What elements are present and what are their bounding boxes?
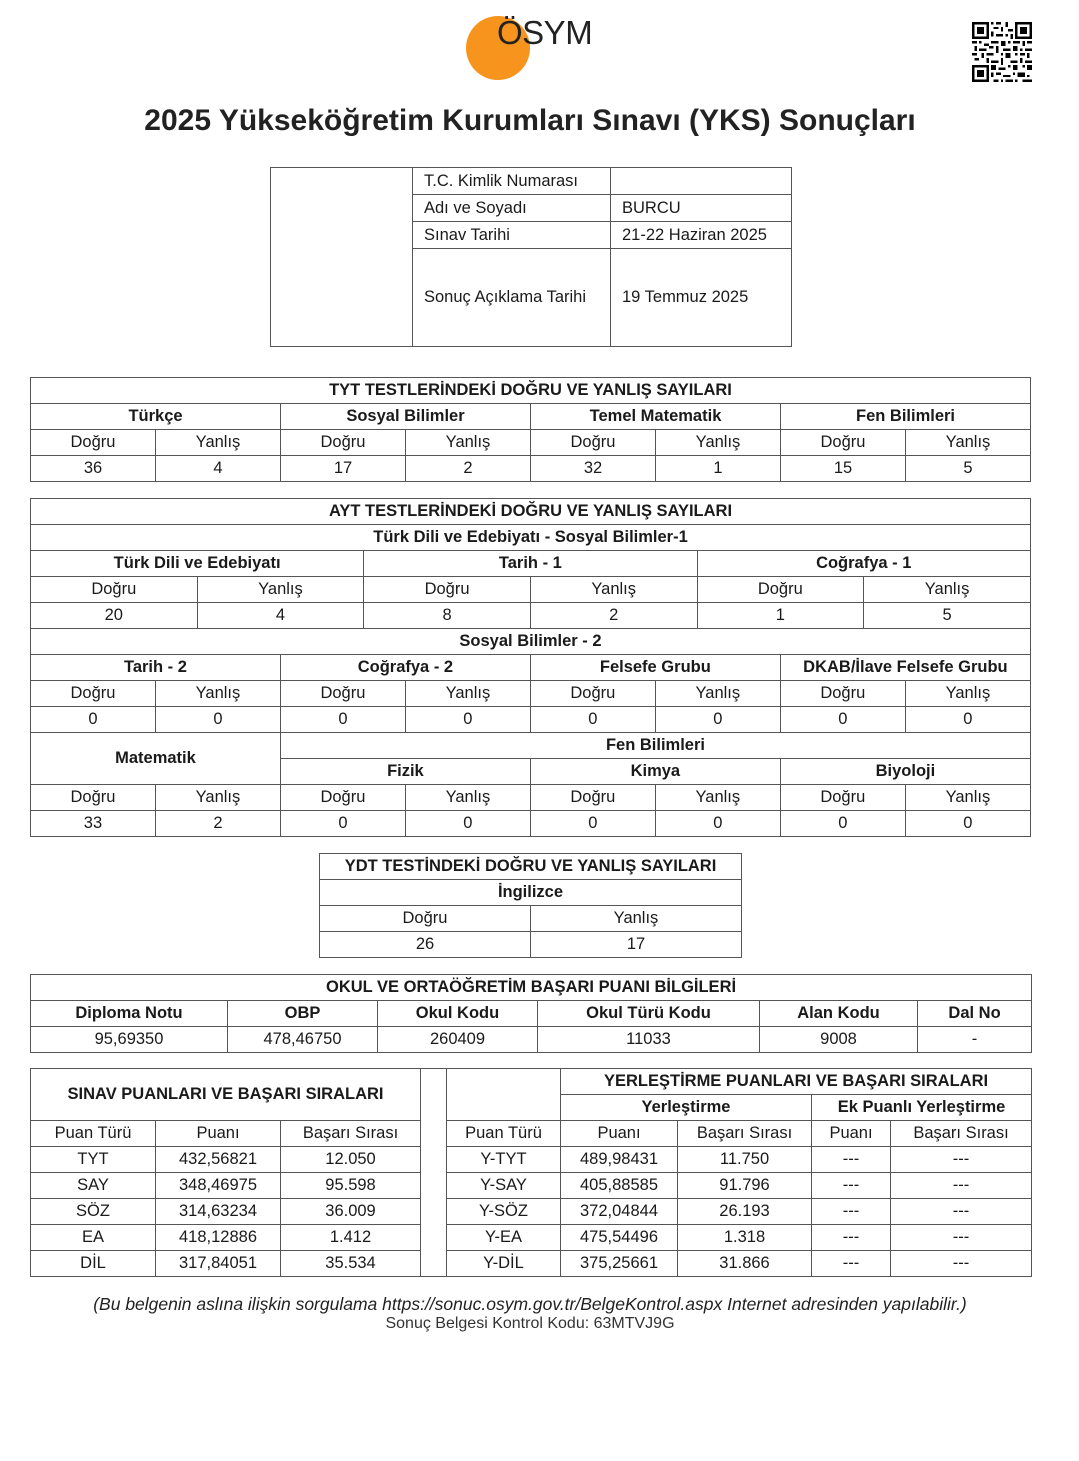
yanlis-value: 2 <box>155 811 280 837</box>
school-info-table <box>30 974 1032 1053</box>
y-puan: 475,54496 <box>561 1225 678 1251</box>
dogru-value: 1 <box>697 603 864 629</box>
yanlis-header: Yanlış <box>905 681 1030 707</box>
dogru-header: Doğru <box>280 681 405 707</box>
empty-corner <box>447 1069 561 1121</box>
info-value: 19 Temmuz 2025 <box>611 249 792 347</box>
col-header: Puanı <box>812 1121 891 1147</box>
dogru-header: Doğru <box>31 430 156 456</box>
yanlis-header: Yanlış <box>197 577 364 603</box>
dogru-header: Doğru <box>31 681 156 707</box>
ek-puan: --- <box>812 1225 891 1251</box>
yerlestirme-subheader: Yerleştirme <box>561 1095 812 1121</box>
dogru-value: 0 <box>280 811 405 837</box>
puan-turu: SÖZ <box>31 1199 156 1225</box>
score-row <box>31 1225 1032 1251</box>
dogru-value: 0 <box>780 811 905 837</box>
score-row <box>31 1199 1032 1225</box>
school-col-header: Diploma Notu <box>31 1001 228 1027</box>
yanlis-value: 4 <box>156 456 281 482</box>
score-row <box>31 1147 1032 1173</box>
school-col-header: Alan Kodu <box>760 1001 918 1027</box>
ek-puan: --- <box>812 1147 891 1173</box>
y-basari-sirasi: 91.796 <box>678 1173 812 1199</box>
info-value: 21-22 Haziran 2025 <box>611 222 792 249</box>
subject-name: Sosyal Bilimler <box>281 404 531 430</box>
puan-turu: EA <box>31 1225 156 1251</box>
subject-name: Coğrafya - 1 <box>697 551 1031 577</box>
subject-name: Türk Dili ve Edebiyatı <box>31 551 364 577</box>
y-puan: 372,04844 <box>561 1199 678 1225</box>
puan: 418,12886 <box>156 1225 281 1251</box>
puan: 348,46975 <box>156 1173 281 1199</box>
yanlis-value: 0 <box>155 707 280 733</box>
yanlis-value: 0 <box>405 811 530 837</box>
puan-turu: TYT <box>31 1147 156 1173</box>
dogru-value: 36 <box>31 456 156 482</box>
ayt-results-table <box>30 498 1031 837</box>
dogru-header: Doğru <box>31 577 198 603</box>
dogru-header: Doğru <box>530 681 655 707</box>
dogru-value: 0 <box>530 707 655 733</box>
tyt-title: TYT TESTLERİNDEKİ DOĞRU VE YANLIŞ SAYILARI <box>31 378 1031 404</box>
col-header: Başarı Sırası <box>891 1121 1032 1147</box>
dogru-header: Doğru <box>780 681 905 707</box>
subject-name: DKAB/İlave Felsefe Grubu <box>780 655 1030 681</box>
sinav-scores-title: SINAV PUANLARI VE BAŞARI SIRALARI <box>31 1069 421 1121</box>
basari-sirasi: 12.050 <box>281 1147 421 1173</box>
ayt-group2-title: Sosyal Bilimler - 2 <box>31 629 1031 655</box>
subject-name: Türkçe <box>31 404 281 430</box>
dogru-value: 17 <box>281 456 406 482</box>
yanlis-header: Yanlış <box>405 785 530 811</box>
yanlis-header: Yanlış <box>405 681 530 707</box>
dogru-header: Doğru <box>697 577 864 603</box>
control-code: Sonuç Belgesi Kontrol Kodu: 63MTVJ9G <box>385 1315 675 1332</box>
school-col-header: Okul Kodu <box>378 1001 538 1027</box>
info-value: BURCU <box>611 195 792 222</box>
dogru-value: 32 <box>531 456 656 482</box>
ek-basari-sirasi: --- <box>891 1173 1032 1199</box>
yanlis-value: 17 <box>531 932 742 958</box>
table-gap <box>421 1069 447 1277</box>
yanlis-value: 0 <box>905 707 1030 733</box>
info-value <box>611 168 792 195</box>
school-value: 478,46750 <box>228 1027 378 1053</box>
yerlestirme-scores-title: YERLEŞTİRME PUANLARI VE BAŞARI SIRALARI <box>561 1069 1032 1095</box>
col-header: Puan Türü <box>31 1121 156 1147</box>
yanlis-value: 2 <box>530 603 697 629</box>
page-title: 2025 Yükseköğretim Kurumları Sınavı (YKS) Sonuçları <box>144 104 916 137</box>
school-value: - <box>918 1027 1032 1053</box>
ek-basari-sirasi: --- <box>891 1199 1032 1225</box>
yanlis-header: Yanlış <box>531 906 742 932</box>
basari-sirasi: 36.009 <box>281 1199 421 1225</box>
school-value: 95,69350 <box>31 1027 228 1053</box>
ek-basari-sirasi: --- <box>891 1225 1032 1251</box>
dogru-header: Doğru <box>530 785 655 811</box>
yanlis-value: 2 <box>406 456 531 482</box>
puan-turu: SAY <box>31 1173 156 1199</box>
ayt-title: AYT TESTLERİNDEKİ DOĞRU VE YANLIŞ SAYILARI <box>31 499 1031 525</box>
y-basari-sirasi: 1.318 <box>678 1225 812 1251</box>
score-row <box>31 1251 1032 1277</box>
yanlis-header: Yanlış <box>156 430 281 456</box>
subject-name: Tarih - 1 <box>364 551 697 577</box>
subject-name: Tarih - 2 <box>31 655 281 681</box>
dogru-value: 20 <box>31 603 198 629</box>
ek-puan: --- <box>812 1173 891 1199</box>
ek-basari-sirasi: --- <box>891 1251 1032 1277</box>
y-puan-turu: Y-SÖZ <box>447 1199 561 1225</box>
dogru-header: Doğru <box>31 785 156 811</box>
school-value: 9008 <box>760 1027 918 1053</box>
yanlis-value: 5 <box>864 603 1031 629</box>
puan: 314,63234 <box>156 1199 281 1225</box>
dogru-value: 8 <box>364 603 531 629</box>
yanlis-value: 0 <box>405 707 530 733</box>
school-col-header: Okul Türü Kodu <box>538 1001 760 1027</box>
yanlis-value: 0 <box>655 707 780 733</box>
dogru-header: Doğru <box>320 906 531 932</box>
y-puan: 375,25661 <box>561 1251 678 1277</box>
school-col-header: Dal No <box>918 1001 1032 1027</box>
yanlis-header: Yanlış <box>155 785 280 811</box>
ydt-results-table <box>319 853 742 958</box>
yanlis-header: Yanlış <box>905 785 1030 811</box>
subject-name: Biyoloji <box>780 759 1030 785</box>
yanlis-header: Yanlış <box>656 430 781 456</box>
verification-note: (Bu belgenin aslına ilişkin sorgulama https://sonuc.osym.gov.tr/BelgeKontrol.aspx Internet adresinden yapılabilir.) <box>93 1294 967 1314</box>
yanlis-value: 4 <box>197 603 364 629</box>
ek-basari-sirasi: --- <box>891 1147 1032 1173</box>
dogru-value: 0 <box>31 707 156 733</box>
puan: 432,56821 <box>156 1147 281 1173</box>
qr-code-icon <box>972 22 1032 82</box>
logo-text: ÖSYM <box>497 14 593 51</box>
subject-name: Matematik <box>31 733 281 785</box>
y-puan-turu: Y-DİL <box>447 1251 561 1277</box>
dogru-value: 33 <box>31 811 156 837</box>
col-header: Puanı <box>156 1121 281 1147</box>
col-header: Puanı <box>561 1121 678 1147</box>
basari-sirasi: 1.412 <box>281 1225 421 1251</box>
osym-logo <box>464 8 604 78</box>
info-label: Sınav Tarihi <box>413 222 611 249</box>
subject-name: Temel Matematik <box>531 404 781 430</box>
subject-name: Kimya <box>530 759 780 785</box>
yanlis-header: Yanlış <box>906 430 1031 456</box>
school-value: 11033 <box>538 1027 760 1053</box>
y-puan-turu: Y-EA <box>447 1225 561 1251</box>
y-puan-turu: Y-SAY <box>447 1173 561 1199</box>
yanlis-header: Yanlış <box>155 681 280 707</box>
yanlis-header: Yanlış <box>655 785 780 811</box>
y-basari-sirasi: 11.750 <box>678 1147 812 1173</box>
yanlis-header: Yanlış <box>530 577 697 603</box>
y-basari-sirasi: 31.866 <box>678 1251 812 1277</box>
y-basari-sirasi: 26.193 <box>678 1199 812 1225</box>
dogru-header: Doğru <box>364 577 531 603</box>
col-header: Puan Türü <box>447 1121 561 1147</box>
yanlis-header: Yanlış <box>406 430 531 456</box>
subject-name: Felsefe Grubu <box>530 655 780 681</box>
yanlis-header: Yanlış <box>864 577 1031 603</box>
school-value: 260409 <box>378 1027 538 1053</box>
candidate-info-table <box>270 167 792 347</box>
school-info-title: OKUL VE ORTAÖĞRETİM BAŞARI PUANI BİLGİLERİ <box>31 975 1032 1001</box>
puan-turu: DİL <box>31 1251 156 1277</box>
basari-sirasi: 95.598 <box>281 1173 421 1199</box>
dogru-value: 0 <box>530 811 655 837</box>
ek-puan: --- <box>812 1251 891 1277</box>
scores-table <box>30 1068 1032 1277</box>
yanlis-value: 0 <box>655 811 780 837</box>
yanlis-value: 5 <box>906 456 1031 482</box>
school-col-header: OBP <box>228 1001 378 1027</box>
ydt-title: YDT TESTİNDEKİ DOĞRU VE YANLIŞ SAYILARI <box>320 854 742 880</box>
basari-sirasi: 35.534 <box>281 1251 421 1277</box>
puan: 317,84051 <box>156 1251 281 1277</box>
dogru-value: 0 <box>780 707 905 733</box>
dogru-header: Doğru <box>531 430 656 456</box>
info-label: Adı ve Soyadı <box>413 195 611 222</box>
col-header: Başarı Sırası <box>678 1121 812 1147</box>
dogru-header: Doğru <box>781 430 906 456</box>
dogru-header: Doğru <box>281 430 406 456</box>
ayt-fen-title: Fen Bilimleri <box>280 733 1030 759</box>
dogru-header: Doğru <box>280 785 405 811</box>
dogru-value: 26 <box>320 932 531 958</box>
col-header: Başarı Sırası <box>281 1121 421 1147</box>
info-label: T.C. Kimlik Numarası <box>413 168 611 195</box>
yanlis-header: Yanlış <box>655 681 780 707</box>
subject-name: Coğrafya - 2 <box>280 655 530 681</box>
score-row <box>31 1173 1032 1199</box>
ek-puanli-subheader: Ek Puanlı Yerleştirme <box>812 1095 1032 1121</box>
dogru-header: Doğru <box>780 785 905 811</box>
tyt-results-table <box>30 377 1031 482</box>
subject-name: Fizik <box>280 759 530 785</box>
dogru-value: 0 <box>280 707 405 733</box>
candidate-photo <box>271 168 413 347</box>
ayt-group1-title: Türk Dili ve Edebiyatı - Sosyal Bilimler-1 <box>31 525 1031 551</box>
yanlis-value: 1 <box>656 456 781 482</box>
subject-name: İngilizce <box>320 880 742 906</box>
info-label: Sonuç Açıklama Tarihi <box>413 249 611 347</box>
ek-puan: --- <box>812 1199 891 1225</box>
subject-name: Fen Bilimleri <box>781 404 1031 430</box>
y-puan-turu: Y-TYT <box>447 1147 561 1173</box>
y-puan: 489,98431 <box>561 1147 678 1173</box>
y-puan: 405,88585 <box>561 1173 678 1199</box>
yanlis-value: 0 <box>905 811 1030 837</box>
dogru-value: 15 <box>781 456 906 482</box>
